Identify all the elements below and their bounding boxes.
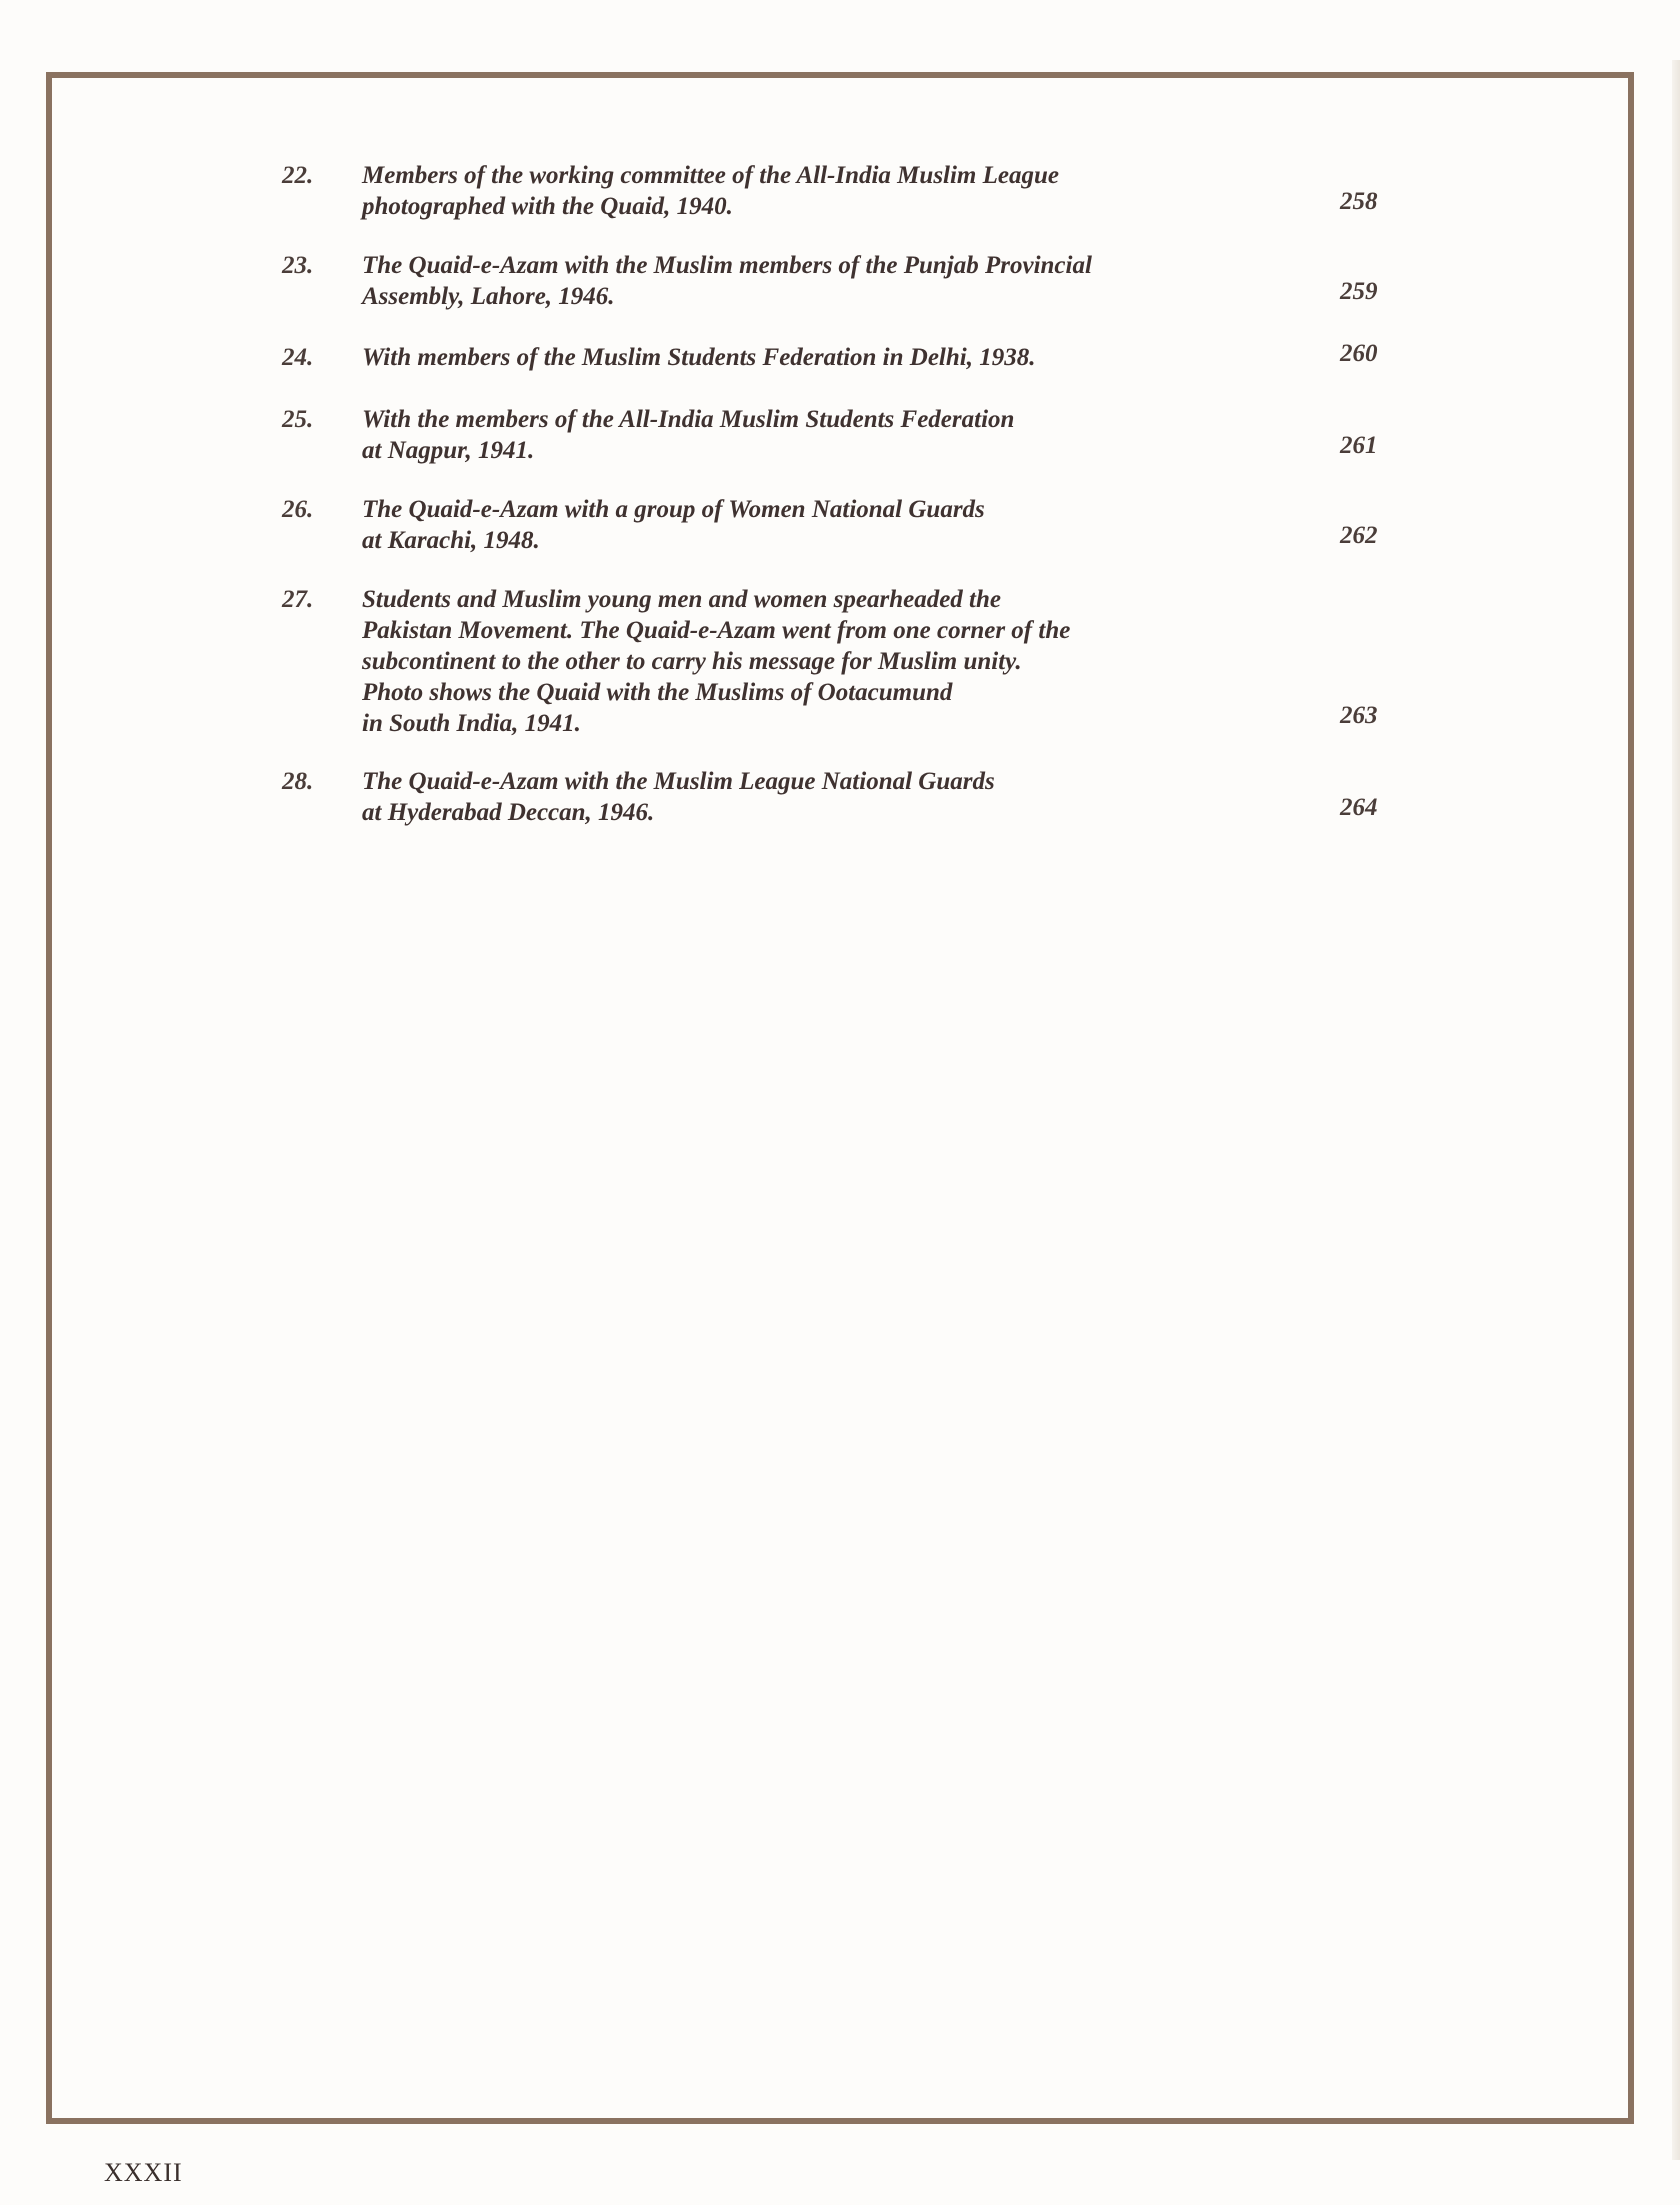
entry-caption: Members of the working committee of the All-India Muslim League photographed with the Quaid, 1940. [362,162,1059,220]
entry-caption: The Quaid-e-Azam with a group of Women National Guards at Karachi, 1948. [362,496,985,554]
entry-page-number: 262 [1340,522,1378,549]
entry-page-number: 259 [1340,278,1378,305]
entry-number: 28. [282,768,314,795]
entry-caption: With members of the Muslim Students Federation in Delhi, 1938. [362,344,1036,371]
entry-number: 27. [282,586,314,613]
entry-page-number: 258 [1340,188,1378,215]
page-edge [1672,60,1680,2160]
entry-caption: Students and Muslim young men and women spearheaded the Pakistan Movement. The Quaid-e-Azam went from one corner of the subcontinent to the other to carry his message for Muslim unity. Photo shows the Quaid with the Muslims of Ootacumund in South India, 1941. [362,586,1071,737]
entry-page-number: 263 [1340,702,1378,729]
entry-page-number: 260 [1340,340,1378,367]
entry-page-number: 261 [1340,432,1378,459]
page-folio: XXXII [104,2158,183,2187]
entry-caption: The Quaid-e-Azam with the Muslim members of the Punjab Provincial Assembly, Lahore, 1946. [362,252,1092,310]
entry-number: 26. [282,496,314,523]
page-border [46,72,1634,2124]
entry-number: 25. [282,406,314,433]
entry-caption: With the members of the All-India Muslim Students Federation at Nagpur, 1941. [362,406,1015,464]
entry-caption: The Quaid-e-Azam with the Muslim League National Guards at Hyderabad Deccan, 1946. [362,768,995,826]
entry-page-number: 264 [1340,794,1378,821]
entry-number: 22. [282,162,314,189]
entry-number: 24. [282,344,314,371]
entry-number: 23. [282,252,314,279]
